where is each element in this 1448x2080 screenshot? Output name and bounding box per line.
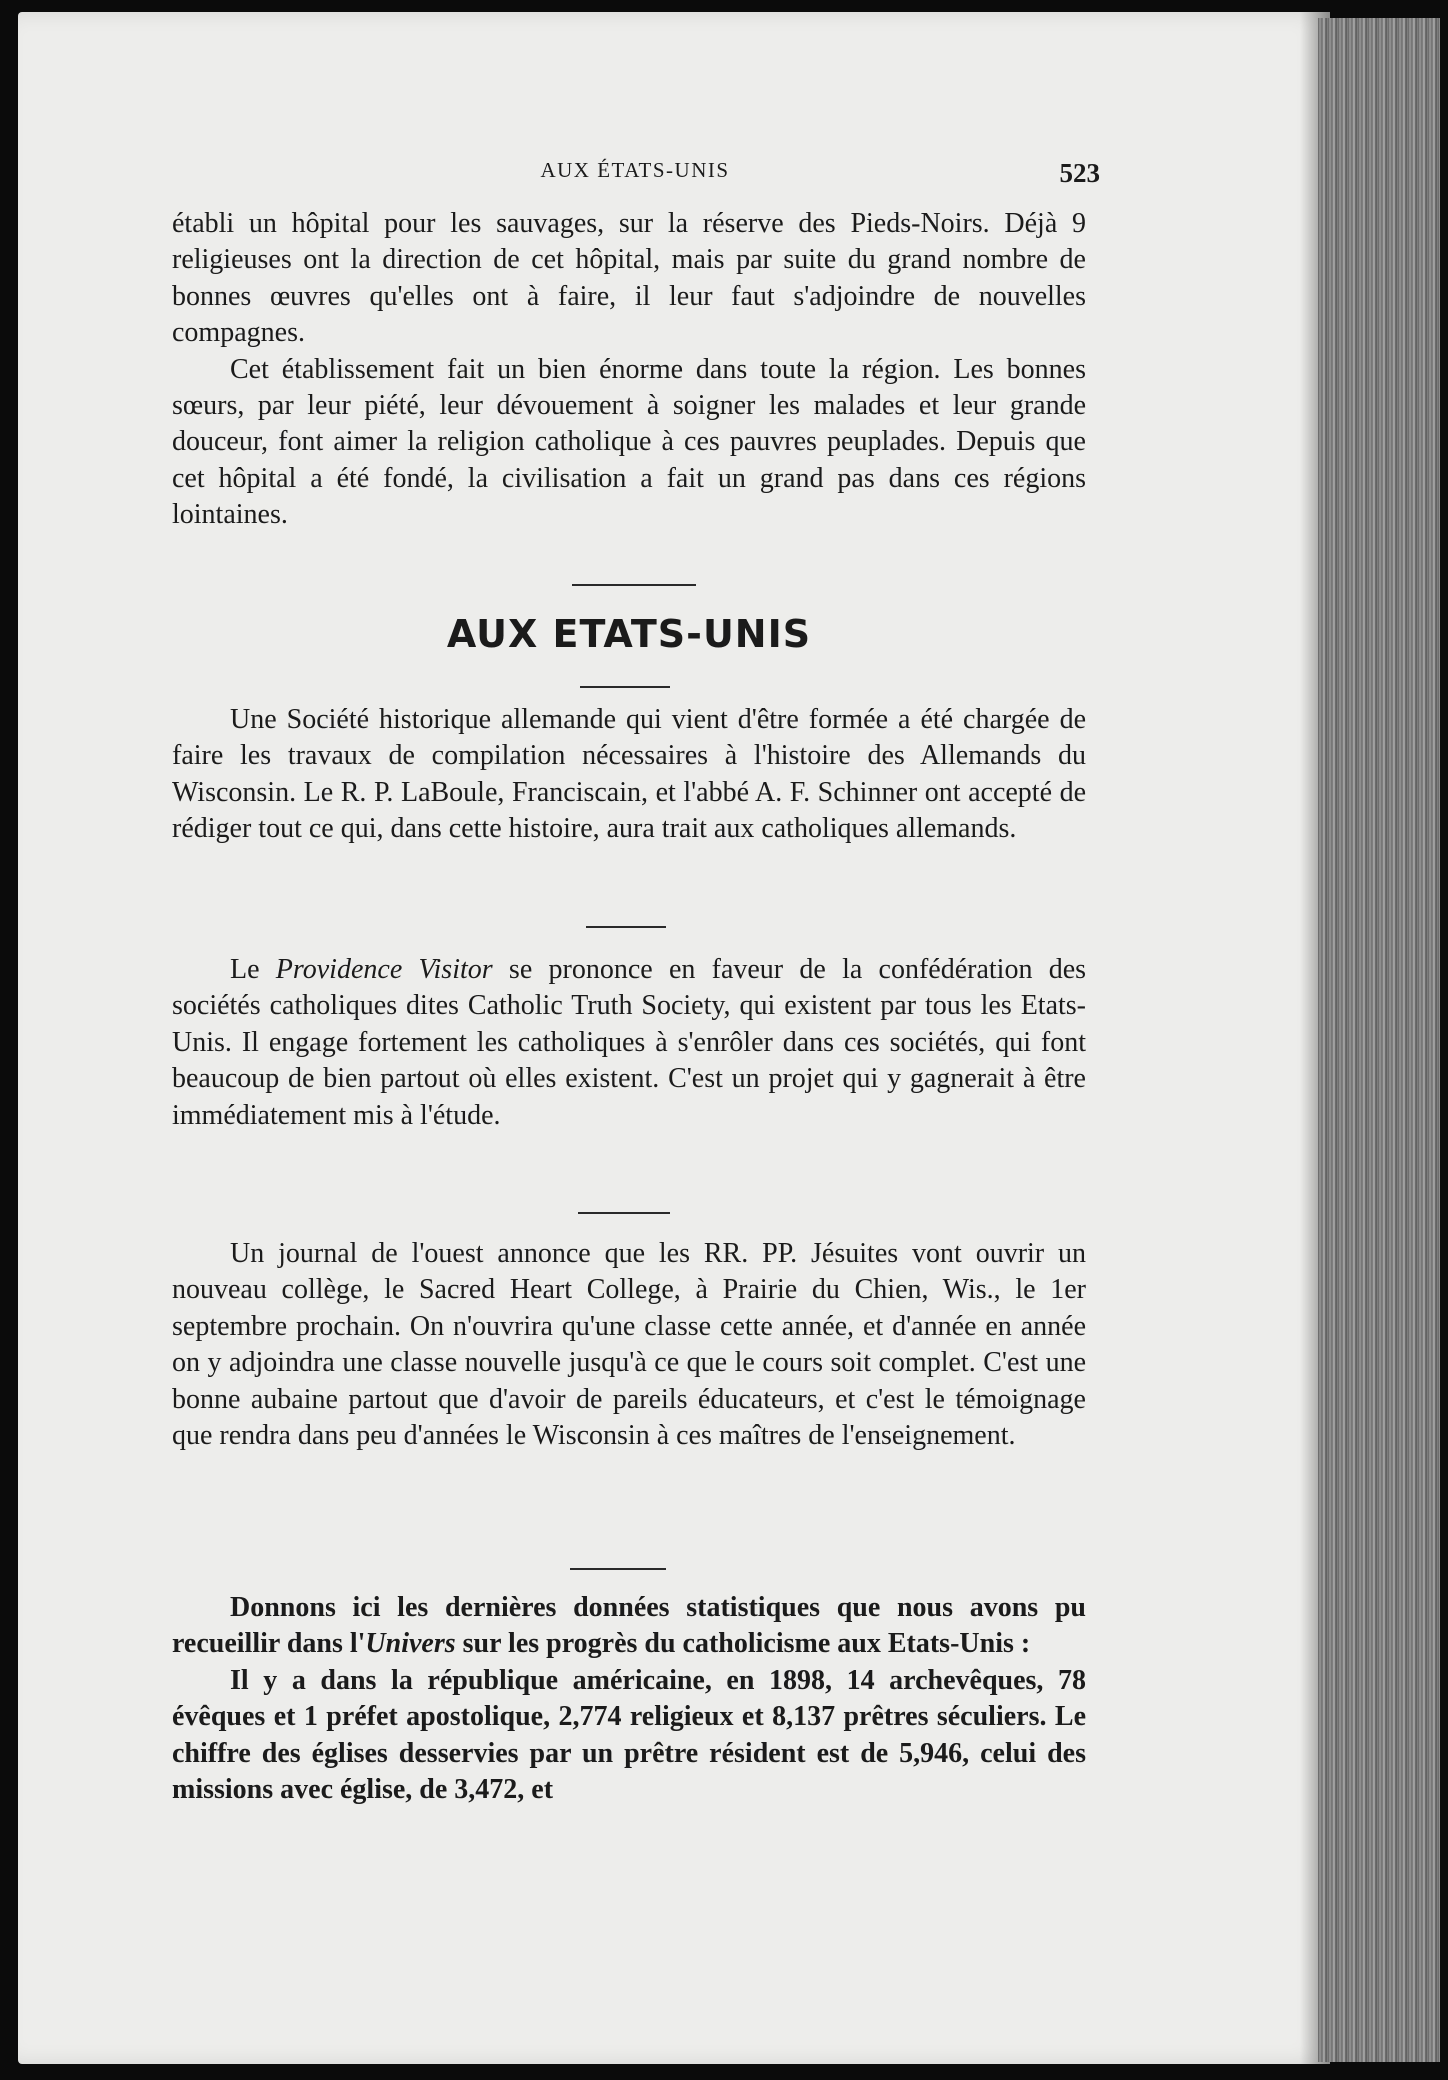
section-rule-bottom (580, 686, 670, 688)
stats-text-block (172, 1590, 1086, 1808)
paragraph-journal-block (172, 1236, 1086, 1454)
paragraph-societe: Une Société historique allemande qui vient d'être formée a été chargée de faire les travaux de compilation nécessaires à l'histoire des Allemands du Wisconsin. Le R. P. LaBoule, Franciscain, et l'abbé A. F. Schinner ont accepté de rédiger tout ce qui, dans cette histoire, aura trait aux catholiques allemands. (172, 704, 1086, 845)
section-heading: AUX ETATS-UNIS (446, 612, 812, 656)
running-title: AUX ÉTATS-UNIS (540, 158, 730, 182)
paragraph-stats-intro (172, 1590, 1086, 1663)
univers-title: Univers (365, 1628, 456, 1660)
divider-rule-3 (570, 1568, 666, 1570)
running-header (170, 158, 1100, 192)
divider-rule-2 (578, 1212, 670, 1214)
paragraph-journal: Un journal de l'ouest annonce que les RR. PP. Jésuites vont ouvrir un nouveau collège, le Sacred Heart College, à Prairie du Chien, Wis., le 1er septembre prochain. On n'ouvrira qu'une classe cette année, et d'année en année on y adjoindra une classe nouvelle jusqu'à ce que le cours soit complet. C'est une bonne aubaine partout que d'avoir de pareils éducateurs, et c'est le témoignage que rendra dans peu d'années le Wisconsin à ces maîtres de l'enseignement. (172, 1238, 1086, 1452)
visitor-text-before: Le (230, 954, 276, 985)
paragraph-stats: Il y a dans la république américaine, en 1898, 14 archevêques, 78 évêques et 1 préfet apostolique, 2,774 religieux et 8,137 prêtres séculiers. Le chiffre des églises desservies par un prêtre résident est de 5,946, celui des missions avec église, de 3,472, et (172, 1664, 1086, 1806)
section-rule-top (572, 584, 696, 586)
visitor-journal-title: Providence Visitor (275, 954, 493, 985)
intro-paragraph-2: Cet établissement fait un bien énorme dans toute la région. Les bonnes sœurs, par leur piété, leur dévouement à soigner les malades et leur grande douceur, font aimer la religion catholique à ces pauvres peuplades. Depuis que cet hôpital a été fondé, la civilisation a fait un grand pas dans ces régions lointaines. (172, 353, 1086, 531)
intro-paragraph-1: établi un hôpital pour les sauvages, sur la réserve des Pieds-Noirs. Déjà 9 religieuses ont la direction de cet hôpital, mais par suite du grand nombre de bonnes œuvres qu'elles ont à faire, il leur faut s'adjoindre de nouvelles compagnes. (172, 208, 1086, 349)
paragraph-visitor (172, 952, 1086, 1134)
stats-intro-before: Donnons ici les dernières données statistiques que nous avons pu recueillir dans l' (172, 1592, 1086, 1660)
visitor-text-after: se prononce en faveur de la confédération des sociétés catholiques dites Catholic Truth Society, qui existent par tous les Etats-Unis. Il engage fortement les catholiques à s'enrôler dans ces sociétés, qui font beaucoup de bien partout où elles existent. C'est un projet qui y gagnerait à être immédiatement mis à l'étude. (172, 954, 1087, 1131)
stats-intro-after: sur les progrès du catholicisme aux Etats-Unis : (455, 1628, 1031, 1660)
divider-rule-1 (586, 926, 666, 928)
page-number: 523 (1059, 158, 1100, 188)
paragraph-visitor-block (172, 952, 1086, 1134)
paragraph-societe-block (172, 702, 1086, 848)
page-edges (1318, 18, 1440, 2062)
intro-text-block (172, 206, 1086, 534)
